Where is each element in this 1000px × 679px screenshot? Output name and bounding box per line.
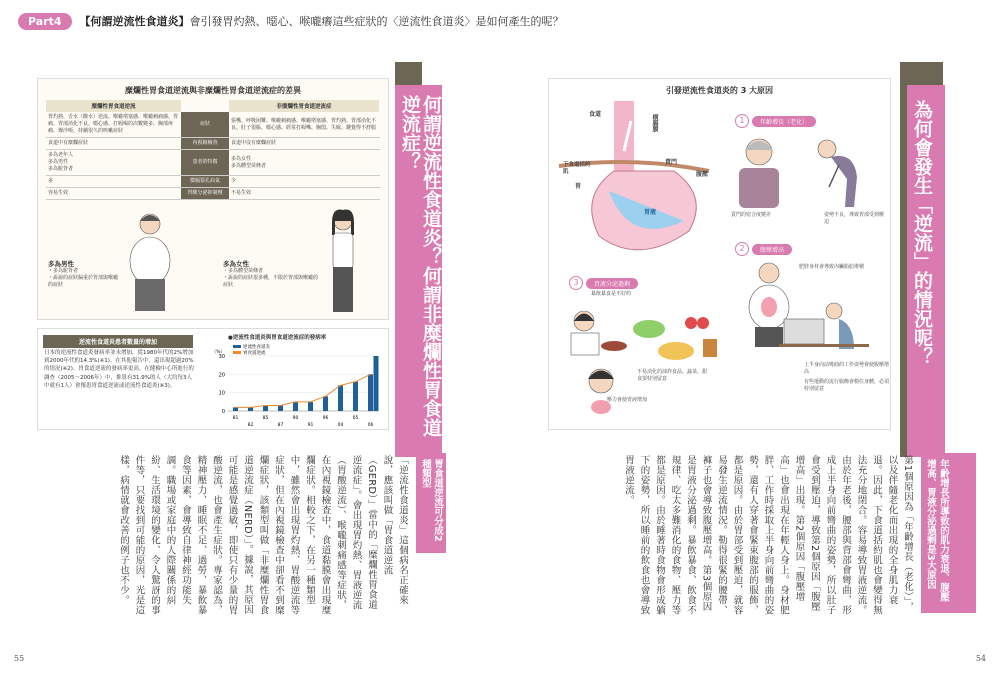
cause-3-caption-b: 不易消化的油炸食品、蔬菜，甜食要特別留意 (637, 369, 708, 382)
female-figure (318, 207, 368, 315)
stomach-label-esophagus: 食道 (589, 111, 602, 118)
right-vertical-title: 為何會發生「逆流」的情況呢？ (911, 100, 933, 366)
table-row (46, 150, 380, 176)
table-row-label: 横膈裂孔疝氣 (181, 176, 229, 187)
left-sub-heading: 胃食道逆流可分成2種類型 (420, 459, 443, 542)
desk-worker-figure (779, 289, 879, 359)
cause-1-number: 1 (735, 114, 749, 128)
female-points: ・多為體型苗條者 ・訴說的症狀很多種，不限於胃部與喉嚨的症狀 (223, 268, 319, 288)
x-tick-label: 06 (367, 423, 374, 428)
table-row (46, 112, 380, 138)
reflux-trend-line (236, 374, 371, 407)
cause-3-caption-c: 壓力會使胃液增加 (607, 397, 648, 403)
table-row (46, 138, 380, 150)
y-tick-label: 20 (218, 372, 225, 379)
header-text: 會引發胃灼熱、噁心、喉嚨癢這些症狀的〈逆流性食道炎〉是如何產生的呢？ (189, 15, 564, 28)
bar-reflux (248, 407, 253, 411)
stomach-label-abd-pressure: 腹壓 (696, 171, 709, 178)
stomach-label-cardia: 賁門 (665, 159, 678, 166)
table-row-label: 症狀 (181, 112, 229, 137)
legend-swatch (233, 351, 241, 354)
bar-reflux (263, 406, 268, 412)
left-body-text: 「逆流性食道炎」這個病名正確來說，應該叫做「胃食道逆流（GERD）」當中的「糜爛性胃食道逆流症」。會出現胃灼熱、胃液逆流（胃酸逆流）、喉嚨刺痛感等症狀，在內視鏡檢查中，食道黏膜會出現糜爛症狀。相較之下，在另一種類型中，雖然會出現胃灼熱、胃酸逆流等症狀，但在內視鏡檢查中卻看不到糜爛症狀，該類型叫做「非糜爛性胃食道逆流症（NERD）」。據說，其原因可能是感覺過敏，即使只有少量的胃酸逆流，也會產生症狀。專家認為，精神壓力、睡眠不足、過勞、暴飲暴食等因素，會導致自律神經功能失調。職場或家庭中的人際關係的糾紛、生活環境的變化、令人驚訝的事件等，只要找到可能的原因，光是這樣，病情就會改善的例子也不少。 (118, 455, 408, 615)
part-tag: Part4 (18, 13, 72, 30)
table-row (46, 188, 380, 200)
bent-man-figure (809, 129, 874, 209)
bar-reflux (293, 402, 298, 411)
right-sub-heading: 年齡增長所導致的肌力衰退、腹壓增高、胃液分泌過剩是3大原因 (925, 459, 949, 602)
y-tick-label: 30 (218, 354, 225, 360)
table-cell-erosive: 多 (48, 178, 54, 184)
stomach-illustration (559, 101, 709, 261)
table-cell-nonerosive: 不易生效 (231, 190, 252, 196)
table-header (46, 100, 380, 112)
table-cell-nonerosive: 多為女性 多為體型苗條者 (231, 155, 267, 169)
cause-3-label: 胃液分泌過剩 (586, 278, 638, 289)
right-title-band (907, 85, 945, 457)
table-cell-erosive: 多為老年人 多為男性 多為駝背者 (48, 152, 74, 172)
cause-2-number: 2 (735, 242, 749, 256)
male-points: ・多為駝背者 ・訴說的症狀偏重於胃部與喉嚨的症狀 (48, 268, 119, 288)
chart-caption: ●逆流性食道炎與胃食道逆流症的發病率 (228, 335, 327, 341)
left-title-band (395, 85, 442, 457)
left-vertical-title: 何謂逆流性食道炎？何謂非糜爛性胃食道逆流症？ (399, 95, 442, 437)
diagram-title: 引發逆流性食道炎的 3 大原因 (665, 86, 774, 95)
legend-label: 胃食道逆流 (243, 351, 266, 356)
comparison-table-box (37, 78, 389, 320)
stomach-label-les: 下食道括約肌 (563, 162, 591, 175)
x-tick-label: 82 (247, 423, 254, 428)
stomach-label-gastric: 胃液 (644, 209, 657, 216)
x-tick-label: 90 (292, 416, 299, 421)
right-sub-heading-box (921, 453, 976, 613)
table-row-label: 胃酸分泌抑制劑 (181, 188, 229, 199)
legend-label: 逆流性食道炎 (243, 345, 270, 350)
eating-figure (559, 301, 629, 361)
table-cell-erosive: 胃灼熱、舌水（酸水）逆流、喉嚨堵塞感、喉嚨刺痛感、胃痛、胃部消化不良、噁心感、打嗝喝的次數變多、胸部疼痛、聲沙啞、持續很久的咳嗽症狀 (48, 114, 179, 134)
cause-3-number: 3 (569, 276, 583, 290)
stats-box (37, 328, 389, 430)
col-nonerosive: 非糜爛性胃食道逆流症 (229, 100, 379, 112)
y-tick-label: 10 (218, 390, 225, 397)
x-tick-label: 96 (322, 416, 329, 421)
stomach-label-stomach: 胃 (575, 183, 582, 190)
legend-swatch (233, 345, 241, 348)
table-row (46, 176, 380, 188)
x-tick-label: 05 (352, 416, 359, 421)
right-page-number: 54 (975, 654, 986, 663)
x-tick-label: 81 (232, 416, 239, 421)
bar-reflux (233, 407, 238, 411)
female-title: 多為女性 (223, 260, 249, 268)
x-tick-label: 85 (262, 416, 269, 421)
stats-title: 逆流性食道炎患者數量的增加 (43, 335, 193, 348)
table-rows (46, 112, 380, 200)
stats-text: 日本的逆流性食道炎發病率並未增加，從1980年代的2%增加到2000年代的14.3%(※1)。在其他報告中，還出現超過20%的情況(※2)。胃食道逆流的發病率更高。在健檢中心所進行的調查（2005〜2006年）中，推算有31.9%的人（大約每3人中就有1人）會罹患胃食道逆流或逆流性食道炎(※3)。 (44, 350, 194, 389)
table-title: 糜爛性胃食道逆流與非糜爛性胃食道逆流症的差異 (125, 86, 301, 95)
x-tick-label: 87 (277, 423, 284, 428)
male-title: 多為男性 (48, 260, 74, 268)
left-sub-heading-box (416, 453, 446, 553)
cause-1-caption-b: 姿勢不良，導致胃部受到壓迫 (824, 212, 885, 225)
bar-reflux (323, 396, 328, 411)
bar-gerd (374, 356, 379, 411)
table-row-label: 內視鏡檢查 (181, 138, 229, 149)
elderly-woman-figure (729, 134, 789, 209)
table-row-label: 患者的特徵 (181, 150, 229, 175)
table-cell-nonerosive: 食道中沒有糜爛症狀 (231, 140, 277, 146)
incidence-chart (210, 341, 385, 428)
male-figure (123, 209, 178, 314)
table-cell-nonerosive: 少 (231, 178, 237, 184)
food-illustration (631, 309, 726, 369)
page-header (18, 11, 564, 31)
stressed-figure (574, 359, 629, 414)
x-tick-label: 04 (337, 423, 344, 428)
y-tick-label: 0 (221, 409, 225, 415)
cause-1-caption-a: 賁門的密合度變差 (731, 212, 772, 218)
cause-3-caption-a: 暴飲暴食是不好的 (591, 291, 632, 297)
table-cell-nonerosive: 張嘴、呼吸困難、喉嚨刺痛感、喉嚨堵塞感、胃灼熱、胃部消化不良、肚子很脹、噁心感、經常打嗝嘴、胸悶、失眠、鍵覺得不舒服 (231, 117, 377, 131)
bar-reflux (338, 385, 343, 411)
table-cell-erosive: 食道中有糜爛症狀 (48, 140, 89, 146)
y-unit-label: （%） (211, 350, 225, 355)
col-erosive: 糜爛性胃食道逆流 (46, 100, 181, 112)
cause-2-label: 腹壓增高 (752, 244, 792, 255)
bar-reflux (368, 374, 373, 411)
bar-reflux (278, 406, 283, 412)
cause-1-label: 年齡增長（老化） (752, 116, 816, 127)
cause-2-caption-a: 肥胖身材會導致內臟脂肪堆積 (799, 264, 865, 270)
cause-2-caption-b: 上半身向前彎曲的工作姿勢會使腹壓增高 (804, 362, 890, 375)
left-page-number: 55 (14, 654, 25, 663)
causes-diagram-box (548, 78, 891, 430)
table-cell-erosive: 容易生效 (48, 190, 69, 196)
header-bold: 【何謂逆流性食道炎】 (79, 15, 190, 28)
stomach-label-diaphragm: 横膈膜 (651, 114, 658, 132)
bar-reflux (353, 382, 358, 411)
bar-reflux (308, 402, 313, 411)
right-body-text: 第1個原因為「年齡增長（老化）」，以及伴隨老化而出現的全身肌力衰退。因此，下食道括約肌也會變得無法充分地閉合。容易導致胃液逆流。由於年老後，腰部與背部會彎曲，形成上半身向前彎曲的姿勢，所以肚子會受到壓迫，導致第2個原因「腹壓增高」出現。第2個原因「腹壓增高」也會出現在年輕人身上。身材肥胖、工作時採取上半身向前彎曲的姿勢，還有人穿著會緊束腹部的服飾，都是原因。由於胃部受到壓迫，就容易發生逆流情況。勒得很緊的腰帶、褲子也會導致腹壓增高。第3個原因是胃液分泌過剩。暴飲暴食、飲食不規律、吃太多難消化的食物、壓力等都是原因。由於睡著時食物會形成躺下的姿勢，所以睡前的飲食也會導致胃液逆流。 (623, 455, 913, 615)
x-tick-label: 91 (307, 423, 314, 428)
cause-2-caption-c: 有些運動的流行服飾會勒住身體，必須特別留意 (804, 379, 890, 392)
